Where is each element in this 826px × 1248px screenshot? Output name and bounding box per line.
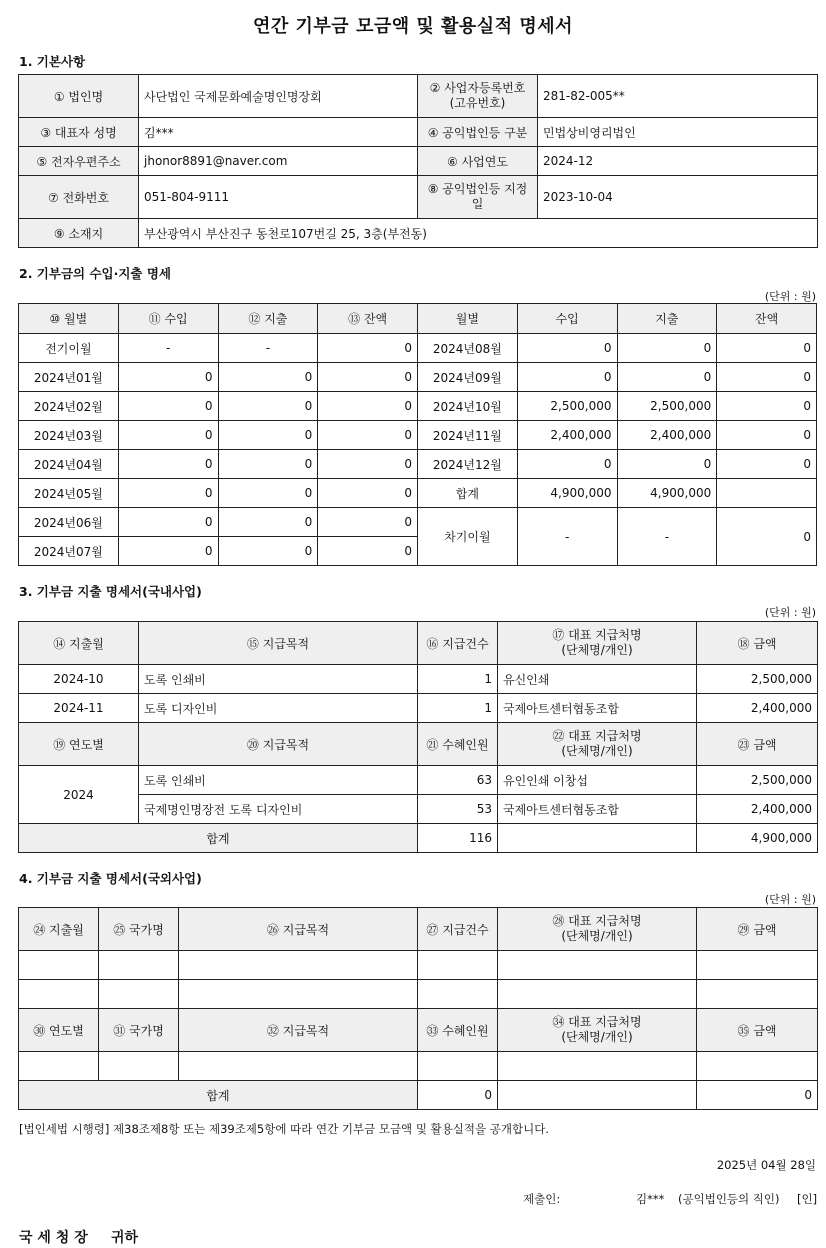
col-header: ㉔ 지출월 xyxy=(19,908,99,951)
carry-label: 차기이월 xyxy=(418,508,518,566)
carry-expense: - xyxy=(617,508,717,566)
empty-cell xyxy=(697,951,818,980)
col-header-line2: (단체명/개인) xyxy=(561,643,633,657)
expense-cell: 0 xyxy=(218,450,318,479)
col-header: ㉕ 국가명 xyxy=(99,908,179,951)
biz-reg-no-label-line1: ② 사업자등록번호 xyxy=(429,81,526,95)
total-amount: 0 xyxy=(697,1081,818,1110)
document-title: 연간 기부금 모금액 및 활용실적 명세서 xyxy=(252,16,574,37)
col-header: ⑭ 지출월 xyxy=(19,622,139,665)
col-header: ⑪ 수입 xyxy=(118,304,218,334)
legal-notice: [법인세법 시행령] 제38조제8항 또는 제39조제5항에 따라 연간 기부금 모금액 및 활용실적을 공개합니다. xyxy=(19,1122,549,1136)
expense-cell: 4,900,000 xyxy=(617,479,717,508)
designation-date-label xyxy=(418,176,538,219)
submit-date: 2025년 04월 28일 xyxy=(716,1158,816,1172)
section-3-heading: 3. 기부금 지출 명세서(국내사업) xyxy=(19,584,202,599)
seal-mark: [인] xyxy=(797,1192,818,1206)
total-amount: 4,900,000 xyxy=(697,824,818,853)
balance-cell: 0 xyxy=(318,479,418,508)
empty-cell xyxy=(179,980,418,1009)
col-header: ㉙ 금액 xyxy=(697,908,818,951)
carry-income: - xyxy=(517,508,617,566)
payee-cell: 국제아트센터협동조합 xyxy=(498,694,697,723)
submitter-label: 제출인: xyxy=(523,1192,561,1206)
col-header xyxy=(498,908,697,951)
col-header-line2: (단체명/개인) xyxy=(561,1030,633,1044)
empty-cell xyxy=(498,980,697,1009)
address-label: ⑨ 소재지 xyxy=(19,219,139,248)
empty-cell xyxy=(498,1052,697,1081)
section-4-heading: 4. 기부금 지출 명세서(국외사업) xyxy=(19,871,202,886)
unit-label: (단위 : 원) xyxy=(764,606,816,619)
col-header: ㉜ 지급목적 xyxy=(179,1009,418,1052)
table-row xyxy=(19,694,818,723)
empty-cell xyxy=(179,1052,418,1081)
table-header-row xyxy=(19,304,817,334)
submitter-name: 김*** xyxy=(636,1192,665,1206)
balance-cell: 0 xyxy=(318,334,418,363)
basic-info-row xyxy=(19,75,818,118)
income-cell: 0 xyxy=(517,450,617,479)
month-cell: 2024-10 xyxy=(19,665,139,694)
col-header: ㉛ 국가명 xyxy=(99,1009,179,1052)
purpose-cell: 도록 디자인비 xyxy=(139,694,418,723)
table-row xyxy=(19,665,818,694)
month-cell: 2024년08월 xyxy=(418,334,518,363)
month-cell: 합계 xyxy=(418,479,518,508)
submitter-role: (공익법인등의 직인) xyxy=(678,1192,780,1206)
payee-cell: 유인인쇄 이창섭 xyxy=(498,766,697,795)
col-header-line2: (단체명/개인) xyxy=(561,929,633,943)
balance-cell: 0 xyxy=(717,363,817,392)
domestic-expense-table xyxy=(18,621,818,853)
table-row xyxy=(19,980,818,1009)
count-cell: 1 xyxy=(418,665,498,694)
empty-cell xyxy=(697,980,818,1009)
empty-cell xyxy=(99,1052,179,1081)
col-header: ⑲ 연도별 xyxy=(19,723,139,766)
table-header-row xyxy=(19,723,818,766)
expense-cell: 0 xyxy=(617,334,717,363)
total-count: 116 xyxy=(418,824,498,853)
income-cell: - xyxy=(118,334,218,363)
income-cell: 0 xyxy=(118,363,218,392)
col-header: ㉗ 지급건수 xyxy=(418,908,498,951)
balance-cell: 0 xyxy=(717,421,817,450)
corp-type-value: 민법상비영리법인 xyxy=(538,118,818,147)
month-cell: 2024-11 xyxy=(19,694,139,723)
section-2-heading: 2. 기부금의 수입·지출 명세 xyxy=(19,266,172,281)
table-row xyxy=(19,334,817,363)
income-cell: 4,900,000 xyxy=(517,479,617,508)
col-header: ⑮ 지급목적 xyxy=(139,622,418,665)
month-cell: 2024년02월 xyxy=(19,392,119,421)
purpose-cell: 도록 인쇄비 xyxy=(139,665,418,694)
amount-cell: 2,400,000 xyxy=(697,795,818,824)
col-header: ㉟ 금액 xyxy=(697,1009,818,1052)
expense-cell: 0 xyxy=(617,450,717,479)
col-header: 지출 xyxy=(617,304,717,334)
expense-cell: 0 xyxy=(218,392,318,421)
balance-cell: 0 xyxy=(318,537,418,566)
email-value: jhonor8891@naver.com xyxy=(139,147,418,176)
balance-cell: 0 xyxy=(318,450,418,479)
email-label: ⑤ 전자우편주소 xyxy=(19,147,139,176)
balance-cell: 0 xyxy=(318,421,418,450)
balance-cell: 0 xyxy=(318,392,418,421)
month-cell: 2024년04월 xyxy=(19,450,119,479)
unit-label: (단위 : 원) xyxy=(764,290,816,303)
balance-cell: 0 xyxy=(717,334,817,363)
total-row xyxy=(19,1081,818,1110)
col-header-line1: ⑰ 대표 지급처명 xyxy=(552,628,642,642)
table-row xyxy=(19,479,817,508)
income-cell: 0 xyxy=(118,450,218,479)
empty-cell xyxy=(697,1052,818,1081)
income-cell: 0 xyxy=(118,508,218,537)
col-header-line1: ㉒ 대표 지급처명 xyxy=(552,729,642,743)
corp-name-value: 사단법인 국제문화예술명인명장회 xyxy=(139,75,418,118)
empty-cell xyxy=(19,980,99,1009)
table-row xyxy=(19,508,817,537)
phone-value: 051-804-9111 xyxy=(139,176,418,219)
designation-date-label-line2: 일 xyxy=(471,197,484,211)
income-cell: 2,400,000 xyxy=(517,421,617,450)
month-cell: 전기이월 xyxy=(19,334,119,363)
total-row xyxy=(19,824,818,853)
total-label: 합계 xyxy=(19,824,418,853)
col-header xyxy=(498,723,697,766)
empty-cell xyxy=(418,1052,498,1081)
col-header: ㉝ 수혜인원 xyxy=(418,1009,498,1052)
col-header: ⑳ 지급목적 xyxy=(139,723,418,766)
empty-cell xyxy=(19,1052,99,1081)
col-header: 수입 xyxy=(517,304,617,334)
expense-cell: 0 xyxy=(218,479,318,508)
basic-info-table xyxy=(18,74,818,248)
table-row xyxy=(19,795,818,824)
income-cell: 0 xyxy=(118,392,218,421)
fiscal-year-label: ⑥ 사업연도 xyxy=(418,147,538,176)
biz-reg-no-value: 281-82-005** xyxy=(538,75,818,118)
month-cell: 2024년06월 xyxy=(19,508,119,537)
recipient-honorific: 귀하 xyxy=(111,1230,139,1246)
corp-type-label: ④ 공익법인등 구분 xyxy=(418,118,538,147)
empty-cell xyxy=(179,951,418,980)
table-row xyxy=(19,766,818,795)
table-row xyxy=(19,421,817,450)
income-expense-table xyxy=(18,303,817,566)
col-header: ⑩ 월별 xyxy=(19,304,119,334)
expense-cell: 0 xyxy=(218,508,318,537)
col-header-line1: ㉞ 대표 지급처명 xyxy=(552,1015,642,1029)
expense-cell: 2,500,000 xyxy=(617,392,717,421)
table-header-row xyxy=(19,908,818,951)
col-header: 월별 xyxy=(418,304,518,334)
empty-cell xyxy=(99,980,179,1009)
empty-cell xyxy=(498,1081,697,1110)
col-header xyxy=(498,622,697,665)
month-cell: 2024년01월 xyxy=(19,363,119,392)
empty-cell xyxy=(498,824,697,853)
basic-info-row xyxy=(19,118,818,147)
expense-cell: 0 xyxy=(218,363,318,392)
basic-info-row xyxy=(19,147,818,176)
month-cell: 2024년12월 xyxy=(418,450,518,479)
income-cell: 0 xyxy=(517,363,617,392)
balance-cell: 0 xyxy=(717,450,817,479)
table-header-row xyxy=(19,1009,818,1052)
balance-cell: 0 xyxy=(717,392,817,421)
balance-cell: 0 xyxy=(318,363,418,392)
table-header-row xyxy=(19,622,818,665)
col-header-line2: (단체명/개인) xyxy=(561,744,633,758)
col-header: ⑬ 잔액 xyxy=(318,304,418,334)
col-header: ⑯ 지급건수 xyxy=(418,622,498,665)
section-1-heading: 1. 기본사항 xyxy=(19,54,86,69)
amount-cell: 2,400,000 xyxy=(697,694,818,723)
table-row xyxy=(19,951,818,980)
income-cell: 0 xyxy=(118,537,218,566)
biz-reg-no-label-line2: (고유번호) xyxy=(449,96,506,110)
count-cell: 1 xyxy=(418,694,498,723)
col-header: ㉑ 수혜인원 xyxy=(418,723,498,766)
designation-date-label-line1: ⑧ 공익법인등 지정 xyxy=(427,182,528,196)
carry-balance: 0 xyxy=(717,508,817,566)
month-cell: 2024년03월 xyxy=(19,421,119,450)
table-row xyxy=(19,450,817,479)
fiscal-year-value: 2024-12 xyxy=(538,147,818,176)
total-label: 합계 xyxy=(19,1081,418,1110)
address-value: 부산광역시 부산진구 동천로107번길 25, 3층(부전동) xyxy=(139,219,818,248)
month-cell: 2024년07월 xyxy=(19,537,119,566)
biz-reg-no-label xyxy=(418,75,538,118)
recipient: 국 세 청 장 xyxy=(19,1230,88,1246)
month-cell: 2024년11월 xyxy=(418,421,518,450)
col-header: ㉓ 금액 xyxy=(697,723,818,766)
col-header-line1: ㉘ 대표 지급처명 xyxy=(552,914,642,928)
year-cell: 2024 xyxy=(19,766,139,824)
purpose-cell: 도록 인쇄비 xyxy=(139,766,418,795)
payee-cell: 국제아트센터협동조합 xyxy=(498,795,697,824)
month-cell: 2024년09월 xyxy=(418,363,518,392)
beneficiary-count-cell: 63 xyxy=(418,766,498,795)
basic-info-row xyxy=(19,219,818,248)
empty-cell xyxy=(498,951,697,980)
expense-cell: 0 xyxy=(617,363,717,392)
income-cell: 0 xyxy=(118,421,218,450)
beneficiary-count-cell: 53 xyxy=(418,795,498,824)
empty-cell xyxy=(418,980,498,1009)
expense-cell: 0 xyxy=(218,537,318,566)
income-cell: 2,500,000 xyxy=(517,392,617,421)
income-cell: 0 xyxy=(517,334,617,363)
empty-cell xyxy=(99,951,179,980)
month-cell: 2024년05월 xyxy=(19,479,119,508)
col-header xyxy=(498,1009,697,1052)
col-header: ㉖ 지급목적 xyxy=(179,908,418,951)
overseas-expense-table xyxy=(18,907,818,1110)
table-row xyxy=(19,392,817,421)
corp-name-label: ① 법인명 xyxy=(19,75,139,118)
empty-cell xyxy=(19,951,99,980)
month-cell: 2024년10월 xyxy=(418,392,518,421)
col-header: ⑫ 지출 xyxy=(218,304,318,334)
expense-cell: 0 xyxy=(218,421,318,450)
phone-label: ⑦ 전화번호 xyxy=(19,176,139,219)
balance-cell xyxy=(717,479,817,508)
basic-info-row xyxy=(19,176,818,219)
expense-cell: - xyxy=(218,334,318,363)
designation-date-value: 2023-10-04 xyxy=(538,176,818,219)
col-header: ㉚ 연도별 xyxy=(19,1009,99,1052)
rep-name-value: 김*** xyxy=(139,118,418,147)
payee-cell: 유신인쇄 xyxy=(498,665,697,694)
amount-cell: 2,500,000 xyxy=(697,665,818,694)
col-header: 잔액 xyxy=(717,304,817,334)
empty-cell xyxy=(418,951,498,980)
balance-cell: 0 xyxy=(318,508,418,537)
expense-cell: 2,400,000 xyxy=(617,421,717,450)
amount-cell: 2,500,000 xyxy=(697,766,818,795)
income-cell: 0 xyxy=(118,479,218,508)
purpose-cell: 국제명인명장전 도록 디자인비 xyxy=(139,795,418,824)
table-row xyxy=(19,1052,818,1081)
table-row xyxy=(19,363,817,392)
rep-name-label: ③ 대표자 성명 xyxy=(19,118,139,147)
unit-label: (단위 : 원) xyxy=(764,893,816,906)
total-count: 0 xyxy=(418,1081,498,1110)
col-header: ⑱ 금액 xyxy=(697,622,818,665)
